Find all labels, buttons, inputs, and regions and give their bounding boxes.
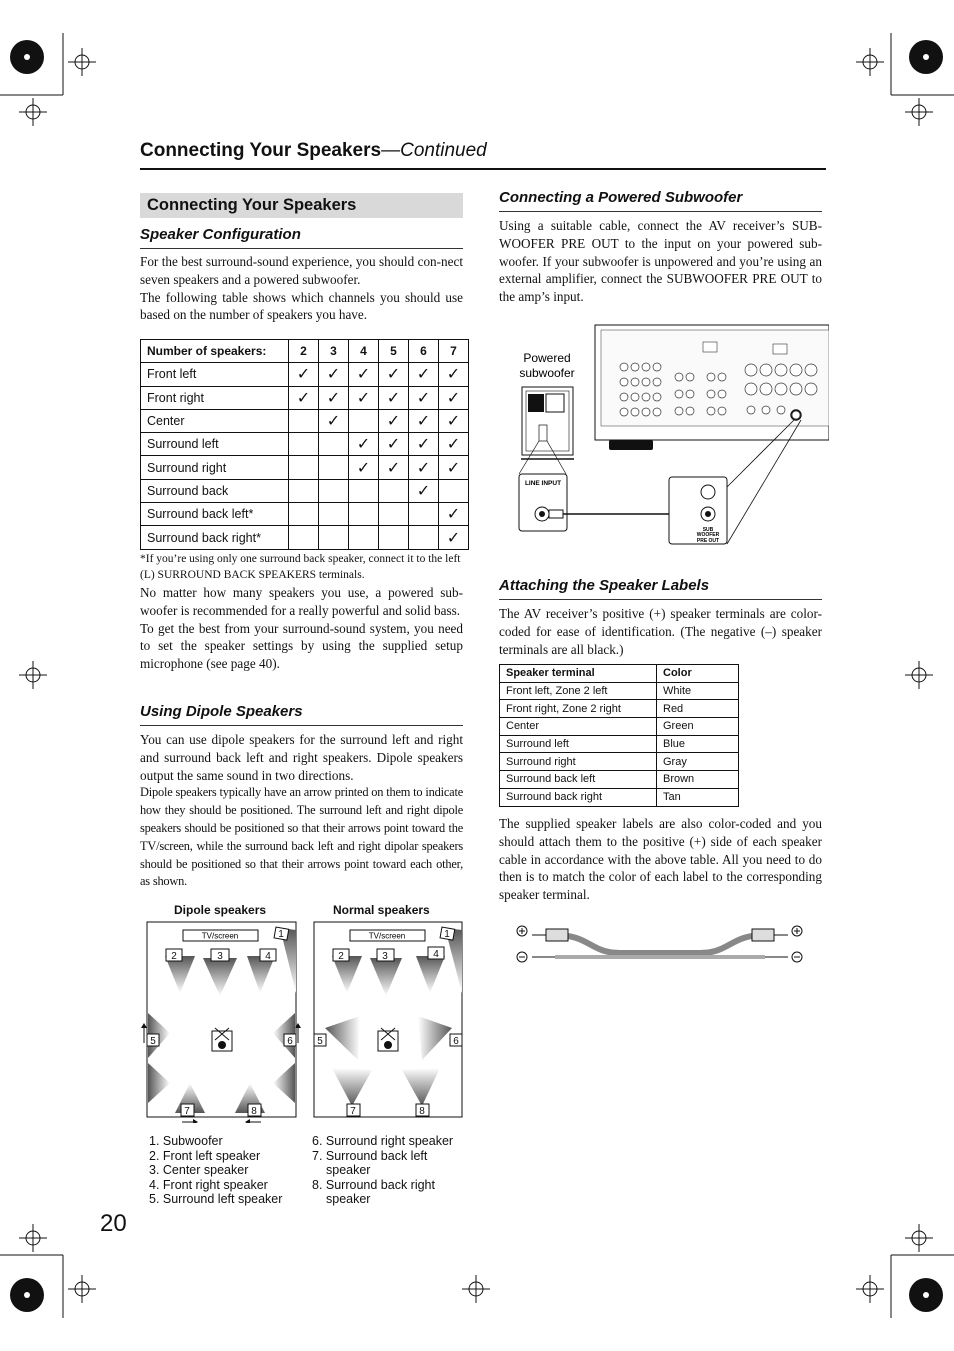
color-table-body (500, 682, 739, 806)
labels-heading: Attaching the Speaker Labels (499, 577, 710, 594)
table-check-cell (289, 409, 319, 432)
table-row-label: Surround right (141, 456, 289, 479)
table-check-cell: ✓ (379, 456, 409, 479)
table-check-cell: ✓ (439, 409, 469, 432)
table-check-cell (379, 526, 409, 549)
speaker-number: 2 (338, 951, 344, 962)
speaker-number: 3 (217, 951, 223, 962)
table-check-cell (439, 479, 469, 502)
table-check-cell: ✓ (319, 409, 349, 432)
dipole-diagram-title: Dipole speakers (174, 903, 267, 917)
speaker-config-rule (140, 248, 463, 249)
dipole-rule (140, 725, 463, 726)
receiver-foot (609, 440, 653, 450)
labels-para2: The supplied speaker labels are also color-coded and you should attach them to the positive (+) side of each speaker cable in accordance with the above table. All you need to do then is to match the color of each label to the corresponding speaker terminal. (499, 816, 822, 903)
dipole-text (140, 731, 463, 891)
speaker-count-table (140, 339, 469, 550)
subwoofer-heading: Connecting a Powered Subwoofer (499, 189, 743, 206)
table-check-cell: ✓ (439, 363, 469, 386)
speaker-config-para3: No matter how many speakers you use, a powered sub-woofer is recommended for a really powerful and solid bass. (140, 585, 463, 618)
page-number: 20 (100, 1210, 127, 1237)
page-header-continued: —Continued (381, 140, 487, 161)
table-check-cell (289, 456, 319, 479)
legend-item: 1. Subwoofer (149, 1134, 223, 1148)
table-check-cell (319, 526, 349, 549)
speaker-layout-diagrams (140, 918, 470, 1123)
speaker-number: 8 (251, 1106, 257, 1117)
table-check-cell: ✓ (409, 479, 439, 502)
table-row (141, 409, 469, 432)
color-cell: White (657, 682, 739, 700)
powered-label: Powered (523, 351, 571, 365)
speaker-number: 2 (171, 951, 177, 962)
table-header-cell: Number of speakers: (141, 340, 289, 363)
table-check-cell (289, 433, 319, 456)
table-row (500, 788, 739, 806)
table-check-cell (319, 433, 349, 456)
table-check-cell: ✓ (439, 503, 469, 526)
table-row-label: Center (141, 409, 289, 432)
table-check-cell: ✓ (439, 386, 469, 409)
table-check-cell (379, 503, 409, 526)
table-check-cell (409, 503, 439, 526)
table-check-cell: ✓ (439, 456, 469, 479)
table-check-cell (289, 479, 319, 502)
table-check-cell: ✓ (289, 363, 319, 386)
table-row (500, 700, 739, 718)
subwoofer-label: subwoofer (519, 366, 575, 380)
dipole-para2: Dipole speakers typically have an arrow printed on them to indicate how they should be positioned. The surround left and right dipole speakers should be positioned so that their arrows point toward the TV/screen, while the surround back left and right dipolar speakers should be positioned so that their arrows point toward each other, as shown. (140, 785, 463, 889)
speaker-number: 7 (184, 1106, 190, 1117)
table-row (141, 503, 469, 526)
table-header-cell: 6 (409, 340, 439, 363)
labels-para1: The AV receiver’s positive (+) speaker terminals are color-coded for ease of identification. (The negative (–) speaker terminals are all black.) (499, 606, 822, 657)
header-rule (140, 168, 826, 170)
table-row-label: Surround back right* (141, 526, 289, 549)
color-cell: Green (657, 718, 739, 736)
legend-item: 4. Front right speaker (149, 1177, 268, 1192)
pre-out-label: PRE OUT (696, 538, 720, 544)
page-header (140, 140, 487, 162)
color-cell: Gray (657, 753, 739, 771)
table-check-cell: ✓ (409, 456, 439, 479)
speaker-config-text (140, 253, 463, 324)
table-check-cell (289, 503, 319, 526)
table-header-cell: 5 (379, 340, 409, 363)
speaker-terminal-cell: Center (500, 718, 657, 736)
table-check-cell: ✓ (409, 386, 439, 409)
table-check-cell: ✓ (409, 433, 439, 456)
table-header-row (500, 665, 739, 683)
table-check-cell: ✓ (379, 386, 409, 409)
diagram-legend-right (312, 1134, 453, 1207)
speaker-terminal-cell: Surround right (500, 753, 657, 771)
table-check-cell: ✓ (349, 363, 379, 386)
legend-item: speaker (326, 1163, 371, 1178)
table-check-cell (319, 456, 349, 479)
table-row (500, 771, 739, 789)
color-cell: Tan (657, 788, 739, 806)
table-check-cell (319, 503, 349, 526)
table-row-label: Surround left (141, 433, 289, 456)
table-row-label: Surround back left* (141, 503, 289, 526)
table-check-cell (379, 479, 409, 502)
speaker-config-heading: Speaker Configuration (140, 226, 301, 243)
color-code-table (499, 664, 739, 807)
speaker-config-more (140, 584, 463, 673)
table-check-cell (349, 479, 379, 502)
speaker-number: 3 (382, 951, 388, 962)
listener-icon (378, 1028, 398, 1051)
speaker-terminal-cell: Surround left (500, 735, 657, 753)
legend-item: 8. Surround back right (312, 1177, 435, 1192)
table-check-cell: ✓ (409, 409, 439, 432)
table-row (141, 479, 469, 502)
table-header-row (141, 340, 469, 363)
table-header-cell: 4 (349, 340, 379, 363)
table-check-cell (349, 409, 379, 432)
page-header-title: Connecting Your Speakers (140, 140, 382, 161)
dipole-heading: Using Dipole Speakers (140, 703, 303, 720)
speaker-number: 5 (150, 1036, 156, 1047)
table-row (141, 363, 469, 386)
labels-rule (499, 599, 822, 600)
normal-diagram-title: Normal speakers (333, 903, 430, 917)
speaker-number: 7 (350, 1106, 356, 1117)
subwoofer-rule (499, 211, 822, 212)
speaker-number: 4 (265, 951, 271, 962)
table-check-cell (409, 526, 439, 549)
table-check-cell: ✓ (289, 386, 319, 409)
table-check-cell: ✓ (319, 363, 349, 386)
legend-item: 6. Surround right speaker (312, 1134, 454, 1148)
table-row (141, 386, 469, 409)
table-check-cell: ✓ (439, 433, 469, 456)
table-row (500, 718, 739, 736)
speaker-config-para4: To get the best from your surround-sound system, you need to set the speaker settings by using the supplied setup microphone (see page 40). (140, 620, 463, 672)
table-check-cell (349, 526, 379, 549)
woofer-label: WOOFER (696, 532, 720, 538)
speaker-terminal-cell: Surround back left (500, 771, 657, 789)
table-check-cell: ✓ (349, 386, 379, 409)
speaker-label-tag (752, 929, 774, 941)
legend-item: 3. Center speaker (149, 1163, 249, 1178)
color-cell: Red (657, 700, 739, 718)
subwoofer-para: Using a suitable cable, connect the AV receiver’s SUB-WOOFER PRE OUT to the input on your powered sub-woofer. If your subwoofer is unpowered and you’re using an external amplifier, connect the SUBWOOFER PRE OUT to the amp’s input. (499, 218, 822, 305)
speaker-number: 6 (453, 1036, 459, 1047)
speaker-number: 6 (287, 1036, 293, 1047)
table-check-cell: ✓ (349, 456, 379, 479)
table-check-cell: ✓ (319, 386, 349, 409)
table-header-cell: 3 (319, 340, 349, 363)
speaker-table-body (141, 363, 469, 549)
table-row (500, 682, 739, 700)
speaker-number: 8 (419, 1106, 425, 1117)
section-title: Connecting Your Speakers (140, 193, 463, 218)
table-header-cell: Speaker terminal (500, 665, 657, 683)
table-row (141, 456, 469, 479)
table-check-cell: ✓ (379, 409, 409, 432)
table-row (500, 735, 739, 753)
table-check-cell: ✓ (379, 433, 409, 456)
dipole-para1: You can use dipole speakers for the surround left and right and surround back left and right speakers. Dipole speakers output the same sound in two directions. (140, 732, 463, 783)
color-cell: Brown (657, 771, 739, 789)
sub-label: SUB (702, 527, 714, 533)
table-check-cell: ✓ (439, 526, 469, 549)
cable-positive (555, 935, 765, 953)
table-footnote: *If you’re using only one surround back speaker, connect it to the left (L) SURROUND BACK SPEAKERS terminals. (140, 553, 461, 581)
color-cell: Blue (657, 735, 739, 753)
listener-icon (212, 1028, 232, 1051)
table-check-cell: ✓ (379, 363, 409, 386)
diagram-legend-left (149, 1134, 282, 1207)
legend-item: 2. Front left speaker (149, 1148, 261, 1163)
table-row (141, 433, 469, 456)
speaker-number: 1 (444, 929, 450, 940)
table-check-cell (319, 479, 349, 502)
legend-item: 5. Surround left speaker (149, 1192, 283, 1207)
table-header-cell: 2 (289, 340, 319, 363)
tv-screen-label: TV/screen (368, 931, 406, 941)
speaker-number: 4 (433, 949, 439, 960)
table-header-cell: Color (657, 665, 739, 683)
legend-item: 7. Surround back left (312, 1148, 428, 1163)
table-check-cell: ✓ (409, 363, 439, 386)
table-row-label: Front left (141, 363, 289, 386)
legend-item: speaker (326, 1192, 371, 1207)
table-row (141, 526, 469, 549)
tv-screen-label: TV/screen (201, 931, 239, 941)
speaker-number: 5 (317, 1036, 323, 1047)
speaker-config-para2: The following table shows which channels you should use based on the number of speakers you have. (140, 289, 463, 323)
subwoofer-connection-diagram (499, 322, 829, 550)
table-row-label: Front right (141, 386, 289, 409)
line-input-label: LINE INPUT (524, 480, 562, 487)
speaker-terminal-cell: Front right, Zone 2 right (500, 700, 657, 718)
table-check-cell (349, 503, 379, 526)
table-check-cell (289, 526, 319, 549)
table-row-label: Surround back (141, 479, 289, 502)
table-check-cell: ✓ (349, 433, 379, 456)
speaker-cable-illustration (510, 913, 810, 968)
speaker-number: 1 (278, 929, 284, 940)
speaker-config-para1: For the best surround-sound experience, you should con-nect seven speakers and a powered subwoofer. (140, 254, 463, 287)
table-header-cell: 7 (439, 340, 469, 363)
speaker-terminal-cell: Front left, Zone 2 left (500, 682, 657, 700)
speaker-terminal-cell: Surround back right (500, 788, 657, 806)
speaker-label-tag (546, 929, 568, 941)
table-row (500, 753, 739, 771)
